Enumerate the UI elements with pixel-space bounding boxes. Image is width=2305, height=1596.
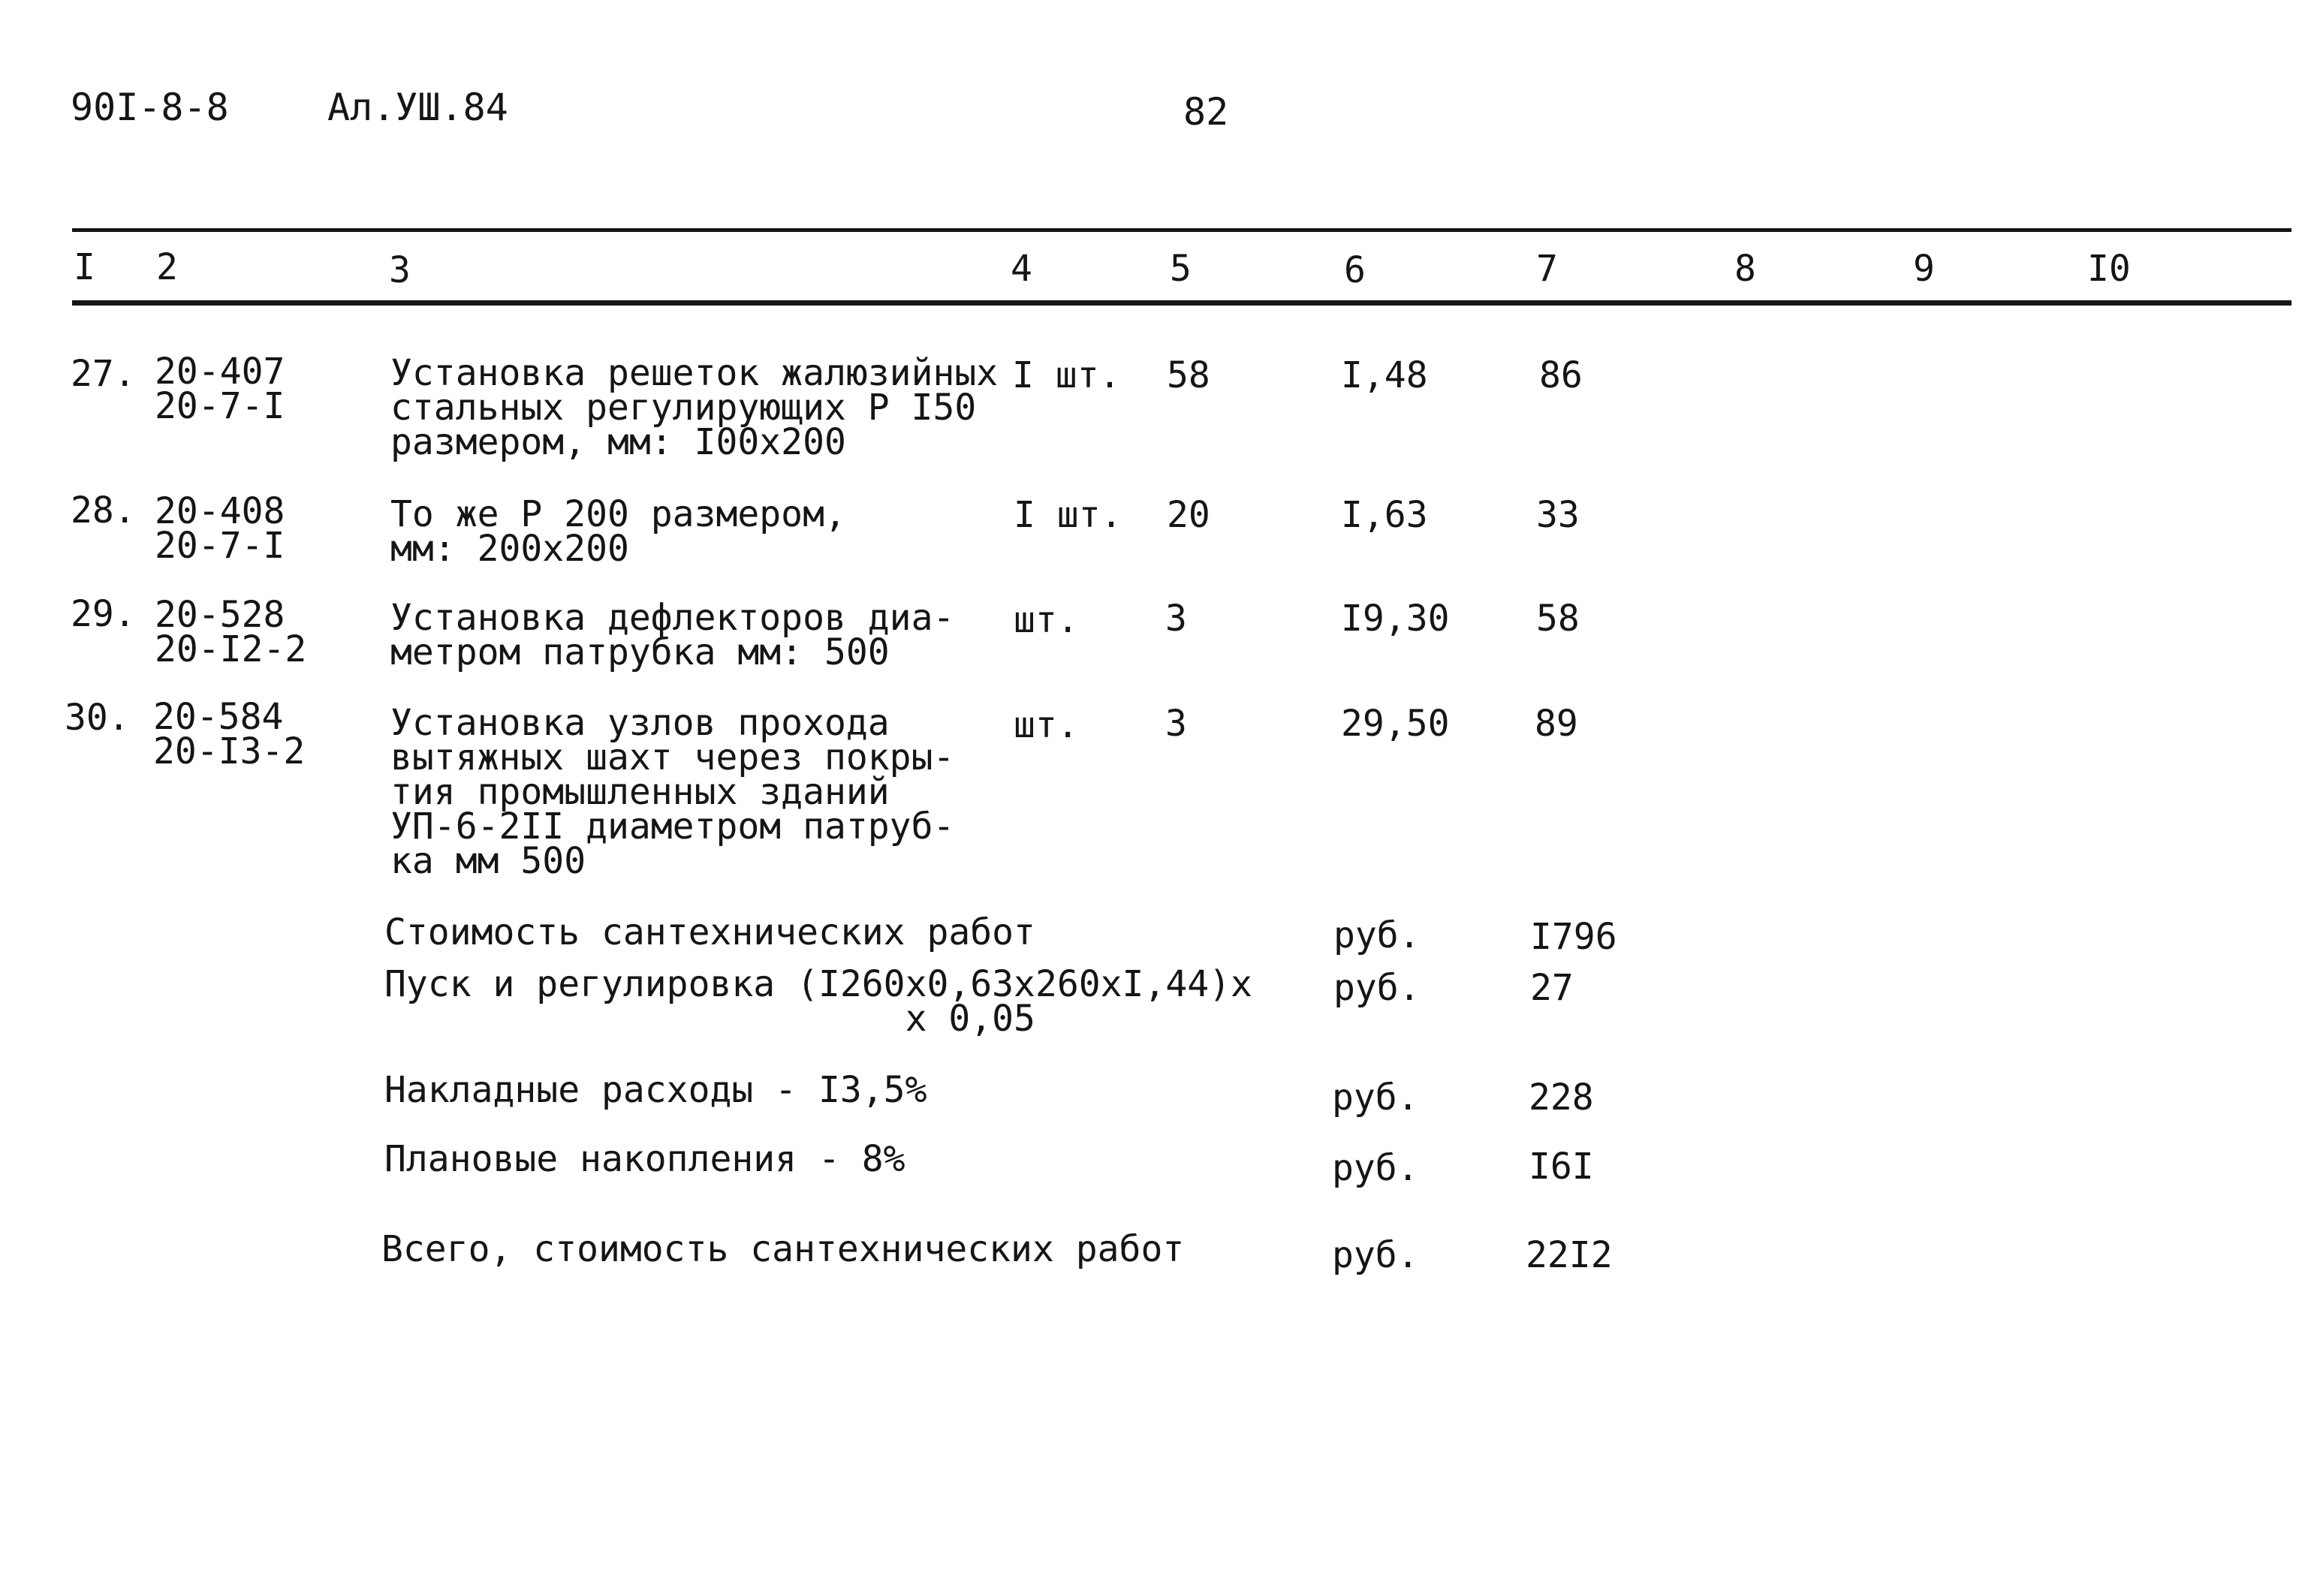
summary-label: Плановые накопления - 8% xyxy=(384,1138,905,1180)
rate-code: 20-584 20-I3-2 xyxy=(153,696,306,772)
unit-price: I9,30 xyxy=(1341,598,1450,640)
total-cost: 86 xyxy=(1539,354,1583,396)
row-number: 28. xyxy=(71,489,136,531)
total-cost: 58 xyxy=(1536,598,1580,640)
work-description: Установка решеток жалюзийных стальных регулирующих Р I50 размером, мм: I00х200 xyxy=(390,352,999,463)
summary-value: 22I2 xyxy=(1526,1234,1613,1276)
summary-label: Накладные расходы - I3,5% xyxy=(384,1069,927,1111)
page-number: 82 xyxy=(1183,90,1229,134)
unit: шт. xyxy=(1014,704,1079,746)
work-description: Установка узлов прохода вытяжных шахт через покры- тия промышленных зданий УП-6-2II диаметром патруб- ка мм 500 xyxy=(390,702,955,882)
summary-value: 27 xyxy=(1530,967,1574,1009)
unit: I шт. xyxy=(1014,494,1122,536)
column-header-1: I xyxy=(74,246,95,288)
table-header-rule xyxy=(72,300,2291,306)
work-description: Установка дефлекторов диа- метром патрубка мм: 500 xyxy=(390,597,955,673)
quantity: 3 xyxy=(1165,703,1187,745)
summary-unit: руб. xyxy=(1333,967,1421,1009)
column-header-5: 5 xyxy=(1170,248,1192,290)
row-number: 27. xyxy=(71,353,136,395)
unit: шт. xyxy=(1014,599,1079,641)
column-header-7: 7 xyxy=(1536,248,1558,290)
total-cost: 89 xyxy=(1535,703,1578,745)
column-header-3: 3 xyxy=(389,249,411,291)
total-cost: 33 xyxy=(1536,494,1580,536)
unit: I шт. xyxy=(1012,354,1121,396)
unit-price: I,48 xyxy=(1341,354,1428,396)
summary-unit: руб. xyxy=(1332,1147,1419,1189)
summary-label: Пуск и регулировка (I260х0,63х260хI,44)х х 0,05 xyxy=(384,963,1252,1040)
quantity: 3 xyxy=(1165,598,1187,640)
row-number: 30. xyxy=(65,697,130,739)
rate-code: 20-408 20-7-I xyxy=(155,490,285,567)
album-reference: Ал.УШ.84 xyxy=(327,86,508,129)
rate-code: 20-528 20-I2-2 xyxy=(155,594,307,670)
table-top-rule xyxy=(72,228,2291,232)
summary-label: Всего, стоимость сантехнических работ xyxy=(381,1228,1185,1270)
rate-code: 20-407 20-7-I xyxy=(155,351,285,427)
quantity: 20 xyxy=(1167,494,1210,536)
summary-value: I6I xyxy=(1529,1146,1594,1188)
column-header-9: 9 xyxy=(1913,248,1935,290)
column-header-4: 4 xyxy=(1011,248,1032,290)
summary-value: I796 xyxy=(1530,916,1617,958)
work-description: То же Р 200 размером, мм: 200х200 xyxy=(390,493,846,570)
unit-price: 29,50 xyxy=(1341,703,1450,745)
row-number: 29. xyxy=(71,593,136,635)
column-header-6: 6 xyxy=(1344,249,1366,291)
column-header-10: I0 xyxy=(2087,248,2131,290)
column-header-2: 2 xyxy=(156,246,178,288)
unit-price: I,63 xyxy=(1341,494,1428,536)
summary-value: 228 xyxy=(1529,1077,1594,1119)
summary-unit: руб. xyxy=(1332,1234,1419,1276)
summary-unit: руб. xyxy=(1333,914,1421,956)
quantity: 58 xyxy=(1167,354,1210,396)
summary-unit: руб. xyxy=(1332,1077,1419,1119)
summary-label: Стоимость сантехнических работ xyxy=(384,911,1035,953)
column-header-8: 8 xyxy=(1734,248,1756,290)
document-code: 90I-8-8 xyxy=(71,86,229,129)
